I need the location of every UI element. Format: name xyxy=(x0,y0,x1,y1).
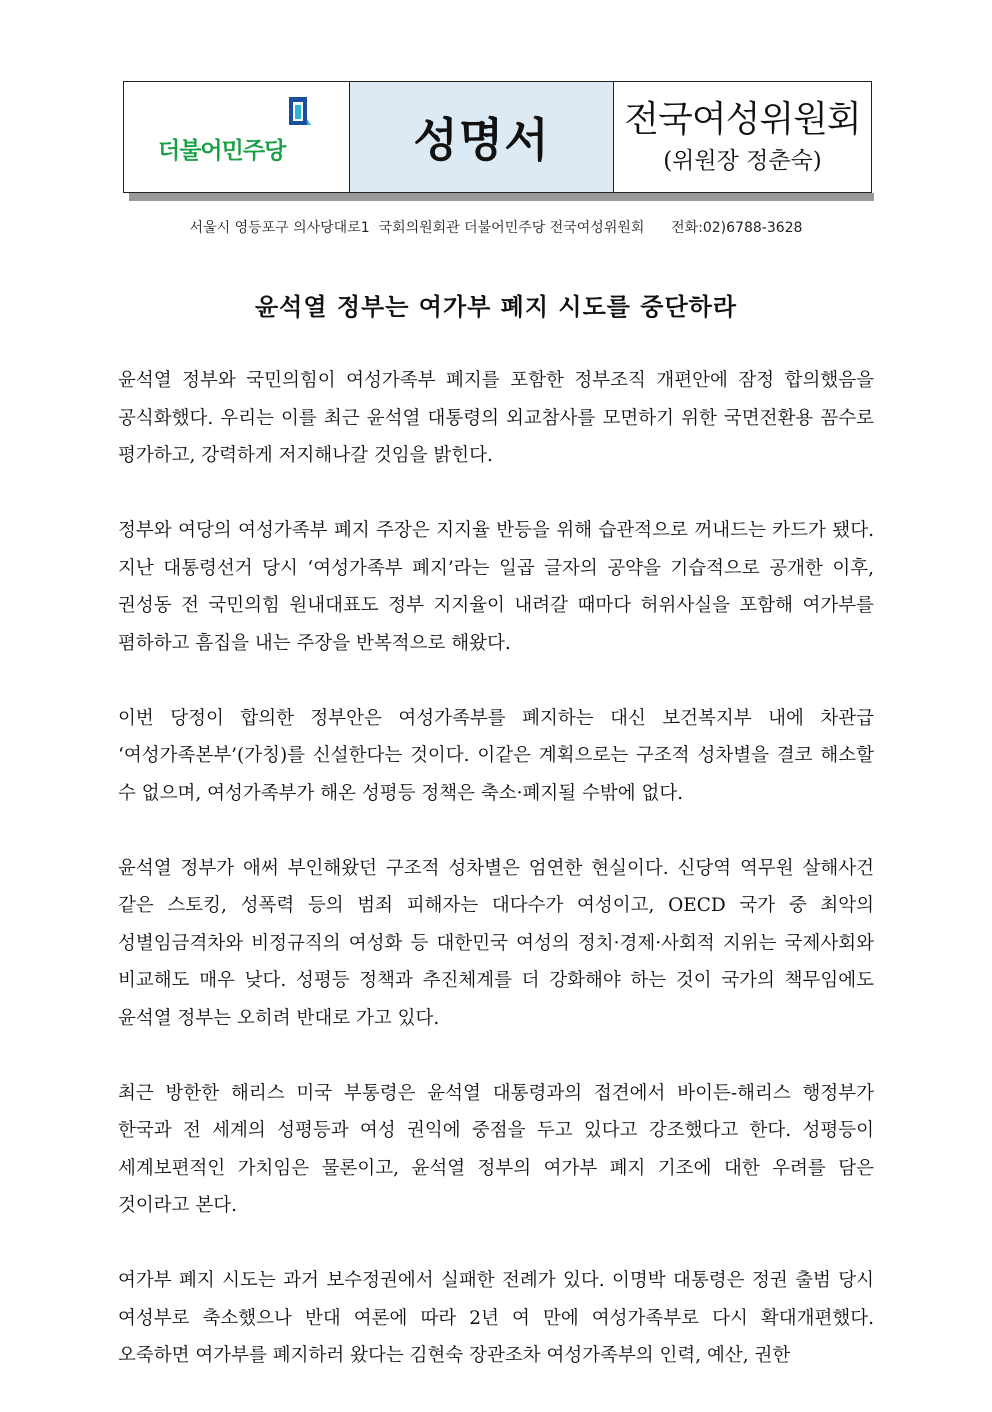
statement-body xyxy=(118,362,874,1412)
party-logo-cell xyxy=(124,82,350,192)
headline: 윤석열 정부는 여가부 폐지 시도를 중단하라 xyxy=(254,293,738,321)
paragraph: 윤석열 정부와 국민의힘이 여성가족부 폐지를 포함한 정부조직 개편안에 잠정 합의했음을 공식화했다. 우리는 이를 최근 윤석열 대통령의 외교참사를 모면하기 위한 국면전환용 꼼수로 평가하고, 강력하게 저지해나갈 것임을 밝힌다. xyxy=(118,370,874,466)
org-cell xyxy=(614,82,871,192)
address-line: 서울시 영등포구 의사당대로1 국회의원회관 더불어민주당 전국여성위원회 전화:02)6788-3628 xyxy=(189,220,803,236)
paragraph: 최근 방한한 해리스 미국 부통령은 윤석열 대통령과의 접견에서 바이든-해리스 행정부가 한국과 전 세계의 성평등과 여성 권익에 중점을 두고 있다고 강조했다고 한다. 성평등이 세계보편적인 가치임은 물론이고, 윤석열 정부의 여가부 폐지 기조에 대한 우려를 담은 것이라고 본다. xyxy=(118,1082,874,1216)
org-chair: (위원장 정춘숙) xyxy=(663,148,822,174)
party-logo-icon xyxy=(287,95,311,129)
paragraph: 정부와 여당의 여성가족부 폐지 주장은 지지율 반등을 위해 습관적으로 꺼내드는 카드가 됐다. 지난 대통령선거 당시 ‘여성가족부 폐지’라는 일곱 글자의 공약을 기습적으로 공개한 이후, 권성동 전 국민의힘 원내대표도 정부 지지율이 내려갈 때마다 허위사실을 포함해 여가부를 폄하하고 흠집을 내는 주장을 반복적으로 해왔다. xyxy=(118,520,874,654)
header-shadow xyxy=(129,193,874,201)
header-box xyxy=(123,81,872,193)
org-name: 전국여성위원회 xyxy=(624,99,861,140)
paragraph: 이번 당정이 합의한 정부안은 여성가족부를 폐지하는 대신 보건복지부 내에 차관급 ‘여성가족본부’(가칭)를 신설한다는 것이다. 이같은 계획으로는 구조적 성차별을 결코 해소할 수 없으며, 여성가족부가 해온 성평등 정책은 축소·폐지될 수밖에 없다. xyxy=(118,707,874,804)
party-logo-text: 더불어민주당 xyxy=(158,138,286,164)
statement-title-cell xyxy=(350,82,614,192)
paragraph: 윤석열 정부가 애써 부인해왔던 구조적 성차별은 엄연한 현실이다. 신당역 역무원 살해사건 같은 스토킹, 성폭력 등의 범죄 피해자는 대다수가 여성이고, OECD 국가 중 최악의 성별임금격차와 비정규직의 여성화 등 대한민국 여성의 정치·경제·사회적 지위는 국제사회와 비교해도 매우 낮다. 성평등 정책과 추진체계를 더 강화해야 하는 것이 국가의 책무임에도 윤석열 정부는 오히려 반대로 가고 있다. xyxy=(118,857,874,1029)
paragraph: 여가부 폐지 시도는 과거 보수정권에서 실패한 전례가 있다. 이명박 대통령은 정권 출범 당시 여성부로 축소했으나 반대 여론에 따라 2년 여 만에 여성가족부로 다시 확대개편했다. 오죽하면 여가부를 폐지하러 왔다는 김현숙 장관조차 여성가족부의 인력, 예산, 권한 xyxy=(118,1270,874,1366)
statement-title: 성명서 xyxy=(413,113,550,167)
